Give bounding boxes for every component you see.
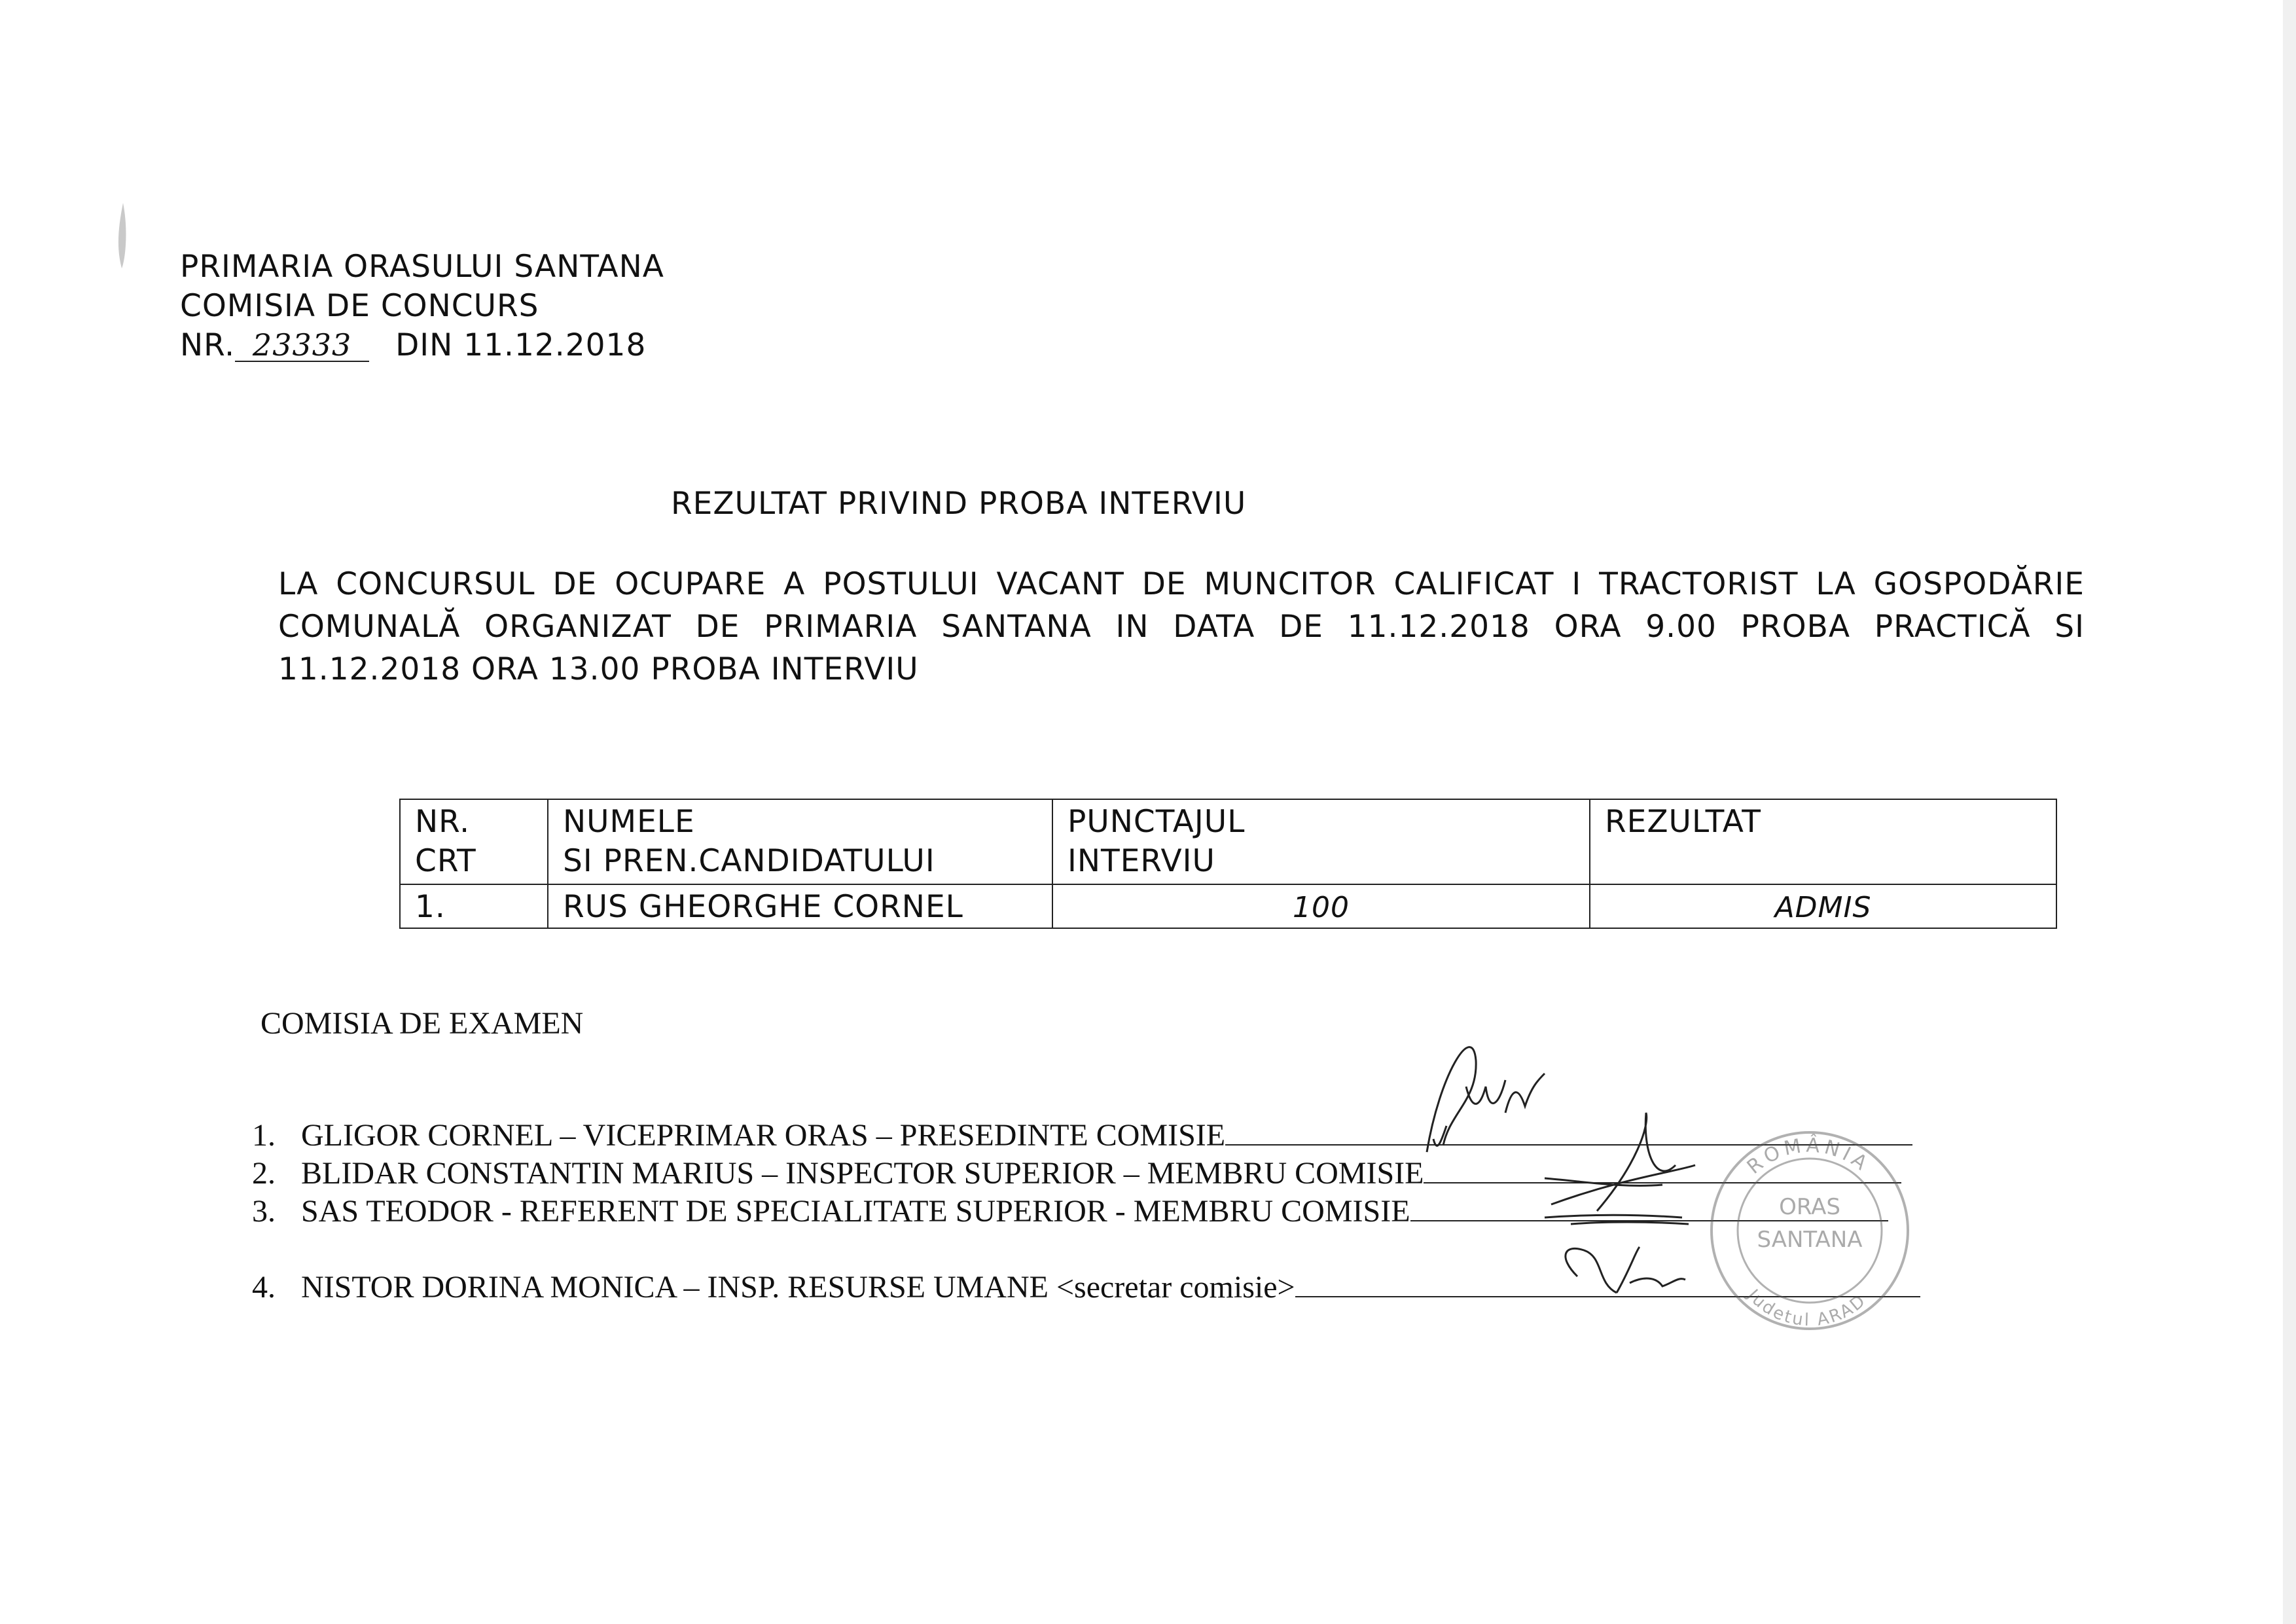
header-result: REZULTAT xyxy=(1590,799,2056,884)
svg-text:ROMÂNIA xyxy=(1743,1133,1874,1178)
member-number: 1. xyxy=(252,1118,276,1153)
signature-nistor xyxy=(1566,1247,1685,1293)
signature-sas xyxy=(1545,1215,1689,1224)
member-text: BLIDAR CONSTANTIN MARIUS – INSPECTOR SUPERIOR – MEMBRU COMISIE xyxy=(301,1156,1424,1191)
official-stamp xyxy=(1712,1132,1908,1330)
member-text: SAS TEODOR - REFERENT DE SPECIALITATE SUPERIOR - MEMBRU COMISIE xyxy=(301,1194,1410,1229)
signature-gligor xyxy=(1427,1047,1545,1152)
intro-paragraph: LA CONCURSUL DE OCUPARE A POSTULUI VACANT DE MUNCITOR CALIFICAT I TRACTORIST LA GOSPODĂRIE COMUNALĂ ORGANIZAT DE PRIMARIA SANTANA IN DATA DE 11.12.2018 ORA 9.00 PROBA PRACTICĂ SI 11.12.2018 ORA 13.00 PROBA INTERVIU xyxy=(278,566,2085,687)
registration-number: 23333 xyxy=(235,329,369,362)
handwritten-score: 100 xyxy=(1293,891,1350,924)
registration-date: DIN 11.12.2018 xyxy=(395,327,647,363)
commission-title: COMISIA DE EXAMEN xyxy=(260,1006,584,1041)
stamp-center-line2: SANTANA xyxy=(1757,1227,1863,1253)
row-candidate-name: RUS GHEORGHE CORNEL xyxy=(548,884,1052,928)
stamp-top-text: ROMÂNIA xyxy=(1742,1134,1874,1179)
header-nr-crt: NR. CRT xyxy=(400,799,548,884)
scan-smudge xyxy=(118,203,126,268)
header-interview-score: PUNCTAJUL INTERVIU xyxy=(1052,799,1590,884)
commission-name: COMISIA DE CONCURS xyxy=(180,288,539,324)
member-number: 2. xyxy=(252,1156,276,1191)
member-text: NISTOR DORINA MONICA – INSP. RESURSE UMANE <secretar comisie> xyxy=(301,1270,1295,1305)
nr-prefix: NR. xyxy=(180,327,236,363)
stamp-center-line1: ORAS xyxy=(1779,1194,1840,1220)
svg-text:Judetul ARAD xyxy=(1742,1285,1871,1330)
member-text: GLIGOR CORNEL – VICEPRIMAR ORAS – PRESEDINTE COMISIE xyxy=(301,1118,1226,1153)
page-edge xyxy=(2283,0,2296,1624)
row-nr: 1. xyxy=(400,884,548,928)
document-title: REZULTAT PRIVIND PROBA INTERVIU xyxy=(671,486,1247,522)
stamp-bottom-text: Judetul ARAD xyxy=(1743,1286,1871,1331)
member-number: 3. xyxy=(252,1194,276,1229)
handwritten-result: ADMIS xyxy=(1774,891,1872,924)
institution-name: PRIMARIA ORASULUI SANTANA xyxy=(180,249,664,285)
signature-blidar xyxy=(1545,1113,1695,1211)
member-number: 4. xyxy=(252,1270,276,1305)
header-candidate-name: NUMELE SI PREN.CANDIDATULUI xyxy=(548,799,1052,884)
